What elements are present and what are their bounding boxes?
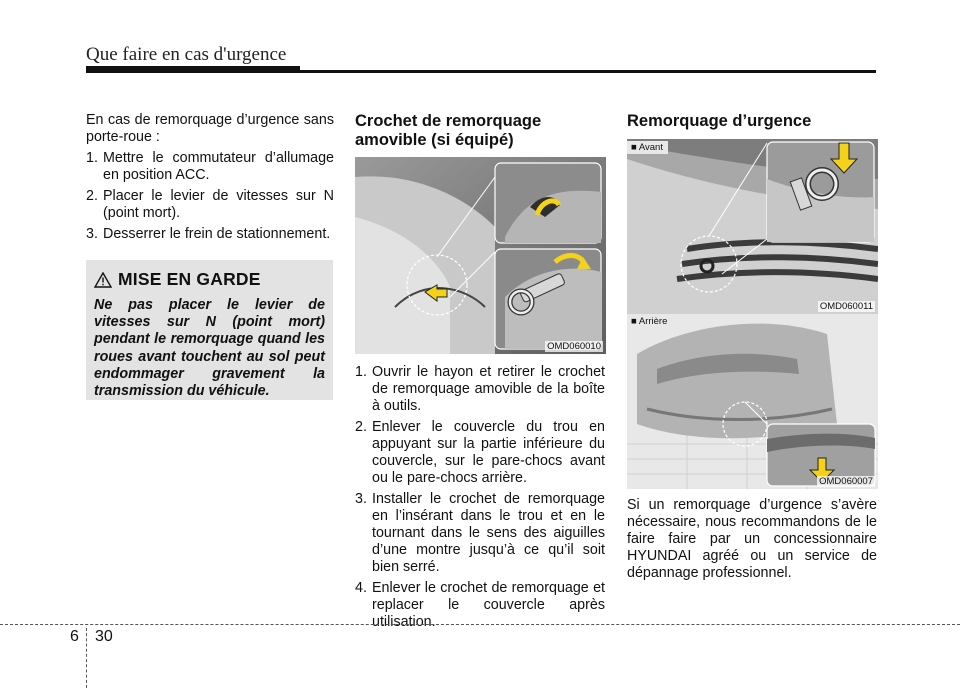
list-item: 2. Enlever le couvercle du trou en appuyant sur la partie inférieure du couvercle, sur le pare-chocs avant ou le pare-chocs arrière. [355,419,605,486]
front-tow-illustration [627,139,878,314]
section-heading-hook: Crochet de remorquage amovible (si équipé) [355,112,542,149]
column-right [627,112,877,131]
list-item: 2. Placer le levier de vitesses sur N (point mort). [86,188,334,221]
towing-paragraph: Si un remorquage d’urgence s’avère nécessaire, nous recommandons de le faire faire par un concessionnaire HYUNDAI agréé ou un service de dépannage professionnel. [627,497,877,581]
section-heading-towing: Remorquage d’urgence [627,112,812,130]
footer-divider [86,628,87,688]
figure-code: OMD060011 [819,301,873,312]
list-item: 4. Enlever le crochet de remorquage et replacer le couvercle après utilisation. [355,580,605,630]
footer-rule [0,624,960,625]
column-right-text [627,497,877,582]
steps-list-middle [355,364,605,631]
list-item: 1. Ouvrir le hayon et retirer le crochet de remorquage amovible de la boîte à outils. [355,364,605,414]
caution-box [86,260,333,400]
header-rule [86,70,876,73]
tow-hook-illustration [355,157,606,354]
figure-tag-front: ■ Avant [627,141,668,154]
figure-rear-tow [627,314,878,489]
steps-list-left [86,150,334,243]
figure-tow-hook [355,157,606,354]
column-left [86,112,334,243]
list-item: 1. Mettre le commutateur d’allumage en position ACC. [86,150,334,183]
caution-header [94,269,333,290]
header-title: Que faire en cas d'urgence [86,44,287,65]
list-item: 3. Desserrer le frein de stationnement. [86,226,331,242]
column-middle-steps [355,364,605,631]
caution-text: Ne pas placer le levier de vitesses sur N (point mort) pendant le remorquage quand les roues avant touchent au sol peut endommager gravement la transmission du véhicule. [94,297,325,400]
figure-tag-rear: ■ Arrière [627,315,672,328]
figure-front-tow [627,139,878,314]
figure-code: OMD060010 [547,341,601,352]
warning-icon [94,272,112,288]
rear-tow-illustration [627,314,878,489]
intro-text: En cas de remorquage d’urgence sans porte-roue : [86,112,334,145]
caution-title: MISE EN GARDE [118,269,261,289]
column-middle [355,112,605,150]
list-item: 3. Installer le crochet de remorquage en l’insérant dans le trou et en le tournant dans le sens des aiguilles d’une montre jusqu’à ce qu’il soit bien serré. [355,491,605,575]
figure-code: OMD060007 [819,476,873,487]
chapter-number: 6 [70,628,79,645]
page-number: 30 [95,628,113,645]
